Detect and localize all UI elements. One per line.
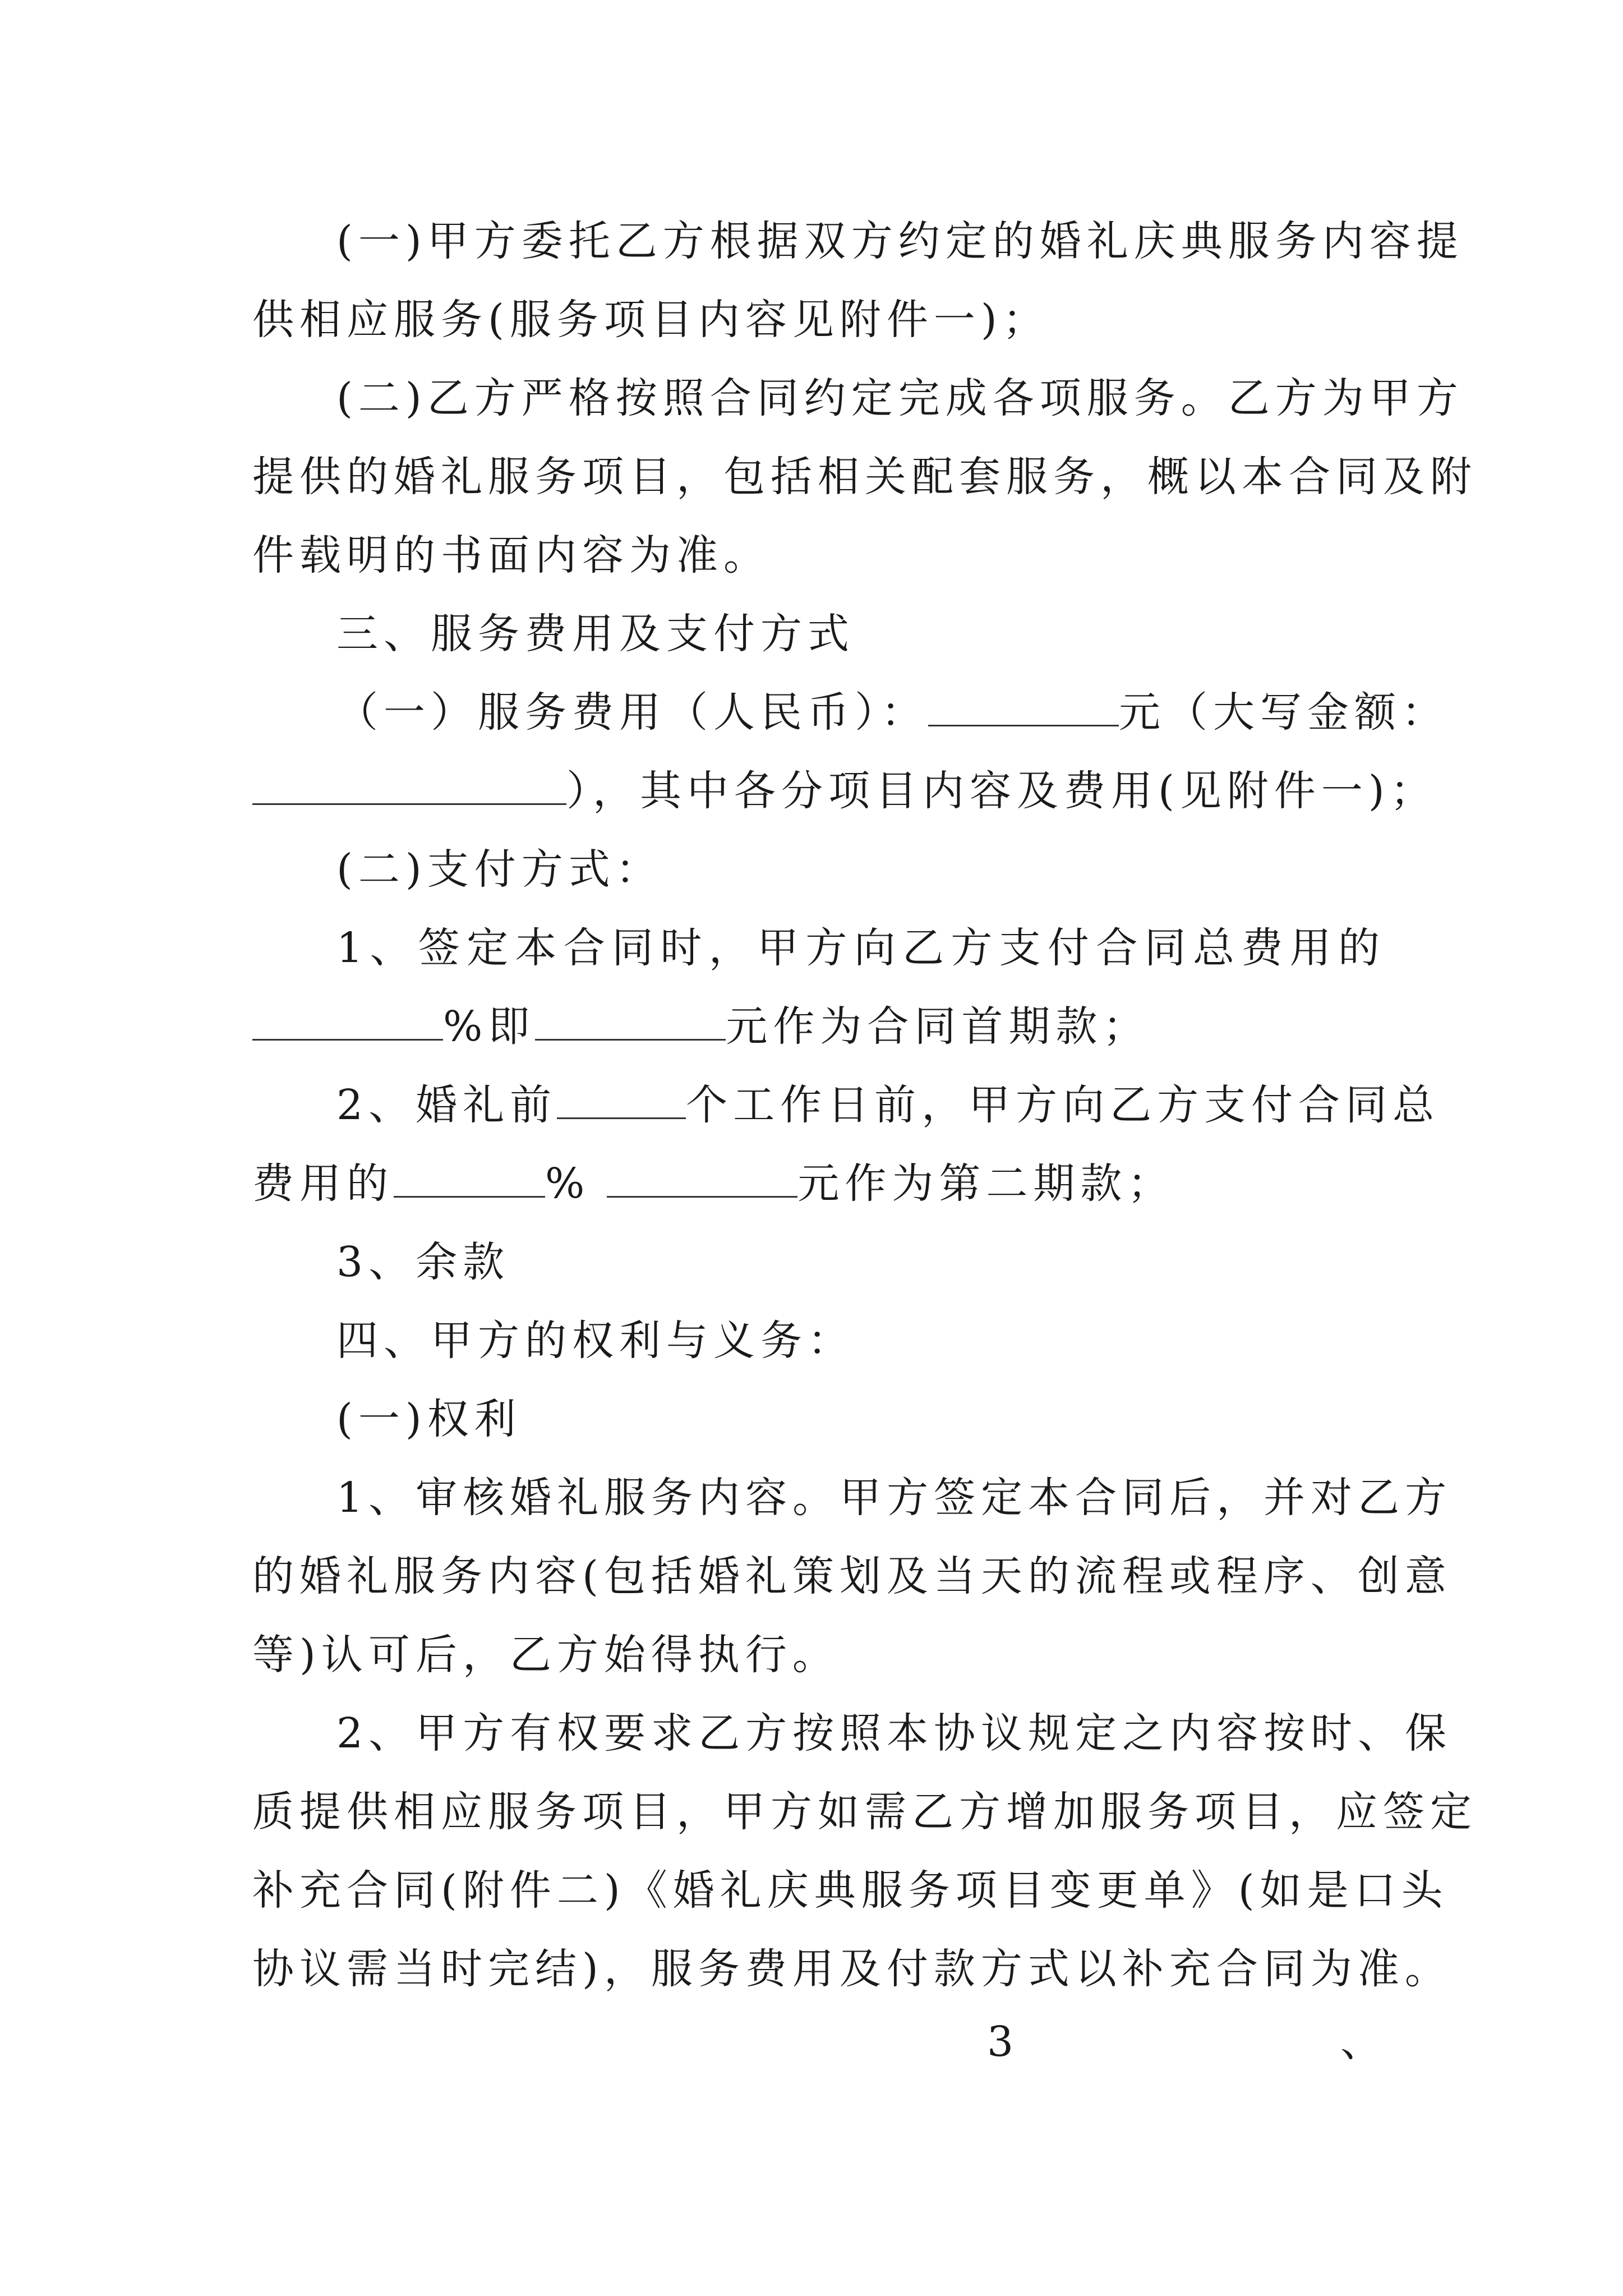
percent-label: %即 xyxy=(443,1002,536,1051)
paragraph-line: 件载明的书面内容为准。 xyxy=(252,531,771,579)
payment-heading: (二)支付方式： xyxy=(336,845,663,894)
fee-capital-label: 元（大写金额： xyxy=(1119,688,1449,737)
percent-blank xyxy=(252,1004,443,1041)
days-blank xyxy=(557,1083,686,1119)
paragraph-line: 补充合同(附件二)《婚礼庆典服务项目变更单》(如是口头 xyxy=(252,1866,1449,1915)
amount-blank xyxy=(535,1004,726,1041)
paragraph-line: (二)乙方严格按照合同约定完成各项服务。乙方为甲方 xyxy=(336,374,1464,422)
payment-item-1: 1、签定本合同时，甲方向乙方支付合同总费用的 xyxy=(336,924,1385,972)
amount-blank-2 xyxy=(607,1161,797,1198)
paragraph-line: 供相应服务(服务项目内容见附件一)； xyxy=(252,296,1050,344)
payment-item-1-continued xyxy=(252,987,1385,1066)
payment-item-2 xyxy=(336,1066,1440,1144)
first-payment-text: 元作为合同首期款； xyxy=(726,1002,1150,1051)
second-payment-text: 元作为第二期款； xyxy=(797,1159,1175,1208)
footer-mark: 、 xyxy=(1340,2018,1382,2066)
section-heading: 三、服务费用及支付方式 xyxy=(336,610,855,658)
paragraph-line: 等)认可后，乙方始得执行。 xyxy=(252,1631,840,1679)
fee-of-label: 费用的 xyxy=(252,1159,394,1208)
paragraph-line: 1、审核婚礼服务内容。甲方签定本合同后，并对乙方 xyxy=(336,1474,1453,1522)
page-number: 3 xyxy=(987,2018,1014,2066)
fee-label: （一）服务费用（人民币）： xyxy=(336,688,928,737)
payment-item-2-text: 个工作日前，甲方向乙方支付合同总 xyxy=(686,1081,1440,1129)
fee-detail-text: ），其中各分项目内容及费用(见附件一)； xyxy=(566,767,1437,815)
fee-line-continued xyxy=(252,752,1437,830)
payment-item-3: 3、余款 xyxy=(336,1238,510,1286)
fee-line xyxy=(336,673,1449,752)
payment-item-2-continued xyxy=(252,1144,1385,1223)
percent-blank-2 xyxy=(394,1161,545,1198)
section-heading: 四、甲方的权利与义务： xyxy=(336,1317,855,1365)
fee-amount-blank xyxy=(928,690,1119,726)
wedding-before-label: 2、婚礼前 xyxy=(336,1081,557,1129)
paragraph-line: 2、甲方有权要求乙方按照本协议规定之内容按时、保 xyxy=(336,1709,1453,1757)
paragraph-line: (一)甲方委托乙方根据双方约定的婚礼庆典服务内容提 xyxy=(336,217,1464,265)
fee-capital-blank xyxy=(252,769,566,805)
percent-sign: % xyxy=(545,1159,591,1208)
paragraph-line: 的婚礼服务内容(包括婚礼策划及当天的流程或程序、创意 xyxy=(252,1552,1452,1600)
paragraph-line: 提供的婚礼服务项目，包括相关配套服务，概以本合同及附 xyxy=(252,453,1477,501)
paragraph-line: 质提供相应服务项目，甲方如需乙方增加服务项目，应签定 xyxy=(252,1788,1477,1836)
paragraph-line: 协议需当时完结)，服务费用及付款方式以补充合同为准。 xyxy=(252,1945,1452,1993)
subsection-heading: (一)权利 xyxy=(336,1395,522,1443)
